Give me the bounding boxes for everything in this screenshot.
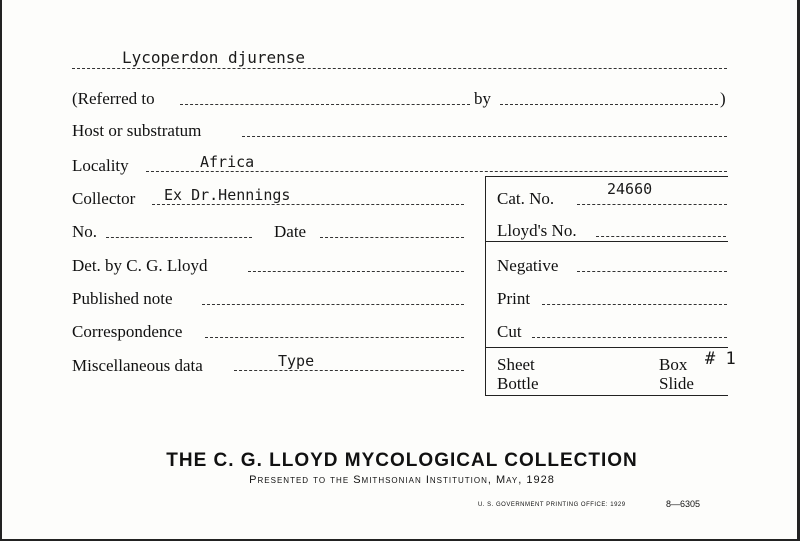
printing-office-note: U. S. GOVERNMENT PRINTING OFFICE: 1929 <box>478 502 626 508</box>
locality-value: Africa <box>200 153 255 171</box>
det-by-line <box>248 271 464 272</box>
sheet-label: Sheet <box>497 355 535 374</box>
misc-data-label: Miscellaneous data <box>72 356 203 375</box>
box-top-border <box>485 176 728 177</box>
form-code: 8—6305 <box>666 499 701 509</box>
misc-data-line <box>234 370 464 371</box>
box-divider-1 <box>485 241 728 242</box>
negative-label: Negative <box>497 256 559 275</box>
no-label: No. <box>72 222 98 241</box>
published-note-line <box>202 304 464 305</box>
referred-to-line <box>180 104 470 105</box>
cat-no-label: Cat. No. <box>497 189 555 208</box>
close-paren: ) <box>720 89 726 108</box>
correspondence-line <box>205 337 464 338</box>
print-label: Print <box>497 289 531 308</box>
no-line <box>106 237 252 238</box>
cut-line <box>532 337 727 338</box>
slide-label: Slide <box>659 374 694 393</box>
bottle-label: Bottle <box>497 374 539 393</box>
box-bottom-border <box>485 395 728 396</box>
negative-line <box>577 271 727 272</box>
published-note-label: Published note <box>72 289 173 308</box>
collection-subtitle: Presented to the Smithsonian Institution, May, 1928 <box>249 474 555 486</box>
by-line <box>500 104 718 105</box>
host-label: Host or substratum <box>72 121 202 140</box>
species-line <box>72 68 727 69</box>
by-label: by <box>474 89 491 108</box>
lloyds-no-line <box>596 236 726 237</box>
cat-no-value: 24660 <box>607 180 653 198</box>
print-line <box>542 304 727 305</box>
box-left-border <box>485 176 486 395</box>
correspondence-label: Correspondence <box>72 322 183 341</box>
det-by-label: Det. by C. G. Lloyd <box>72 256 208 275</box>
collection-title: THE C. G. LLOYD MYCOLOGICAL COLLECTION <box>166 450 638 471</box>
box-label: Box <box>659 355 688 374</box>
box-divider-2 <box>485 347 728 348</box>
cat-no-line <box>577 204 727 205</box>
referred-to-label: (Referred to <box>72 89 155 108</box>
misc-data-value: Type <box>278 352 315 370</box>
locality-label: Locality <box>72 156 129 175</box>
locality-line <box>146 171 727 172</box>
box-value: # 1 <box>705 349 736 369</box>
date-label: Date <box>274 222 307 241</box>
species-name: Lycoperdon djurense <box>122 48 306 67</box>
collector-value: Ex Dr.Hennings <box>164 186 291 204</box>
host-line <box>242 136 727 137</box>
collector-label: Collector <box>72 189 136 208</box>
cut-label: Cut <box>497 322 522 341</box>
date-line <box>320 237 464 238</box>
lloyds-no-label: Lloyd's No. <box>497 221 577 240</box>
collector-line <box>152 204 464 205</box>
